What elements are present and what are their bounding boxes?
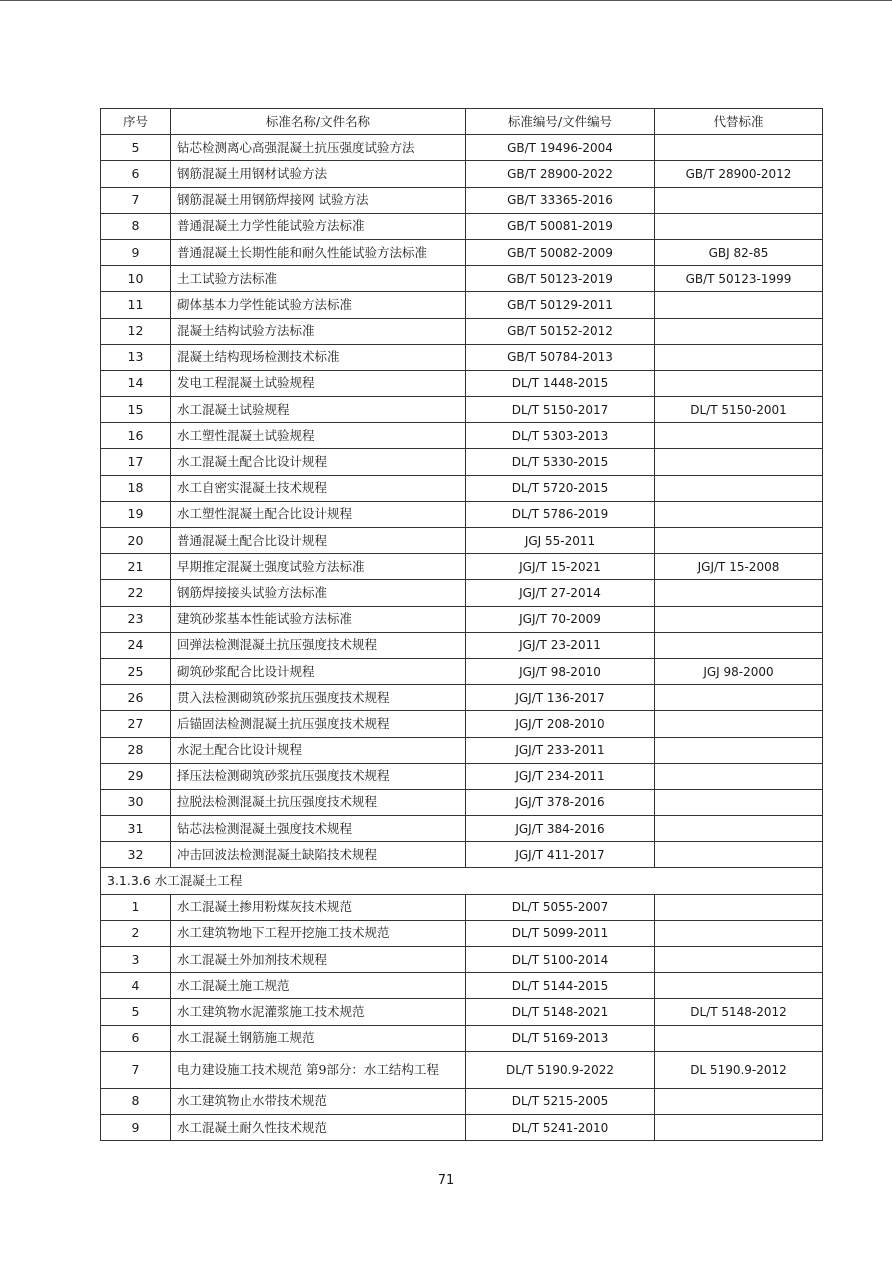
standard-name: 水工塑性混凝土试验规程 bbox=[171, 423, 466, 449]
standard-name: 水工建筑物止水带技术规范 bbox=[171, 1088, 466, 1114]
standard-code: JGJ/T 15-2021 bbox=[466, 554, 655, 580]
standard-code: DL/T 5169-2013 bbox=[466, 1025, 655, 1051]
standard-name: 贯入法检测砌筑砂浆抗压强度技术规程 bbox=[171, 685, 466, 711]
row-number: 8 bbox=[101, 1088, 171, 1114]
standard-code: JGJ/T 233-2011 bbox=[466, 737, 655, 763]
standard-name: 冲击回波法检测混凝土缺陷技术规程 bbox=[171, 842, 466, 868]
replaced-standard bbox=[655, 842, 823, 868]
replaced-standard bbox=[655, 580, 823, 606]
standard-code: GB/T 50784-2013 bbox=[466, 344, 655, 370]
table-body bbox=[101, 135, 823, 868]
replaced-standard bbox=[655, 711, 823, 737]
table-row bbox=[101, 554, 823, 580]
standard-name: 水工塑性混凝土配合比设计规程 bbox=[171, 501, 466, 527]
replaced-standard bbox=[655, 816, 823, 842]
standard-code: JGJ/T 411-2017 bbox=[466, 842, 655, 868]
row-number: 26 bbox=[101, 685, 171, 711]
row-number: 18 bbox=[101, 475, 171, 501]
row-number: 13 bbox=[101, 344, 171, 370]
table-row bbox=[101, 816, 823, 842]
table-row bbox=[101, 894, 823, 920]
table-row bbox=[101, 1025, 823, 1051]
replaced-standard bbox=[655, 947, 823, 973]
standard-name: 砌体基本力学性能试验方法标准 bbox=[171, 292, 466, 318]
table-row bbox=[101, 161, 823, 187]
standard-code: GB/T 50123-2019 bbox=[466, 266, 655, 292]
standard-code: DL/T 5100-2014 bbox=[466, 947, 655, 973]
row-number: 17 bbox=[101, 449, 171, 475]
row-number: 23 bbox=[101, 606, 171, 632]
standard-name: 水工混凝土耐久性技术规范 bbox=[171, 1114, 466, 1140]
table-header-row bbox=[101, 109, 823, 135]
standard-name: 钢筋焊接接头试验方法标准 bbox=[171, 580, 466, 606]
standard-name: 水泥土配合比设计规程 bbox=[171, 737, 466, 763]
replaced-standard bbox=[655, 685, 823, 711]
row-number: 6 bbox=[101, 161, 171, 187]
standard-name: 混凝土结构现场检测技术标准 bbox=[171, 344, 466, 370]
table-row bbox=[101, 763, 823, 789]
row-number: 8 bbox=[101, 213, 171, 239]
replaced-standard bbox=[655, 606, 823, 632]
standard-name: 普通混凝土力学性能试验方法标准 bbox=[171, 213, 466, 239]
table-row bbox=[101, 344, 823, 370]
standard-code: JGJ/T 208-2010 bbox=[466, 711, 655, 737]
standard-name: 砌筑砂浆配合比设计规程 bbox=[171, 658, 466, 684]
standard-code: DL/T 5720-2015 bbox=[466, 475, 655, 501]
table-row bbox=[101, 789, 823, 815]
section-table-body bbox=[101, 894, 823, 1141]
standard-name: 混凝土结构试验方法标准 bbox=[171, 318, 466, 344]
row-number: 14 bbox=[101, 370, 171, 396]
standard-name: 钢筋混凝土用钢筋焊接网 试验方法 bbox=[171, 187, 466, 213]
table-row bbox=[101, 501, 823, 527]
row-number: 1 bbox=[101, 894, 171, 920]
table-row bbox=[101, 370, 823, 396]
header-name: 标准名称/文件名称 bbox=[171, 109, 466, 135]
row-number: 20 bbox=[101, 528, 171, 554]
standards-table bbox=[100, 108, 823, 1141]
replaced-standard bbox=[655, 528, 823, 554]
standard-name: 水工混凝土施工规范 bbox=[171, 973, 466, 999]
table-row bbox=[101, 475, 823, 501]
row-number: 4 bbox=[101, 973, 171, 999]
table-row bbox=[101, 1114, 823, 1140]
row-number: 29 bbox=[101, 763, 171, 789]
row-number: 16 bbox=[101, 423, 171, 449]
replaced-standard bbox=[655, 632, 823, 658]
row-number: 5 bbox=[101, 999, 171, 1025]
standard-name: 钢筋混凝土用钢材试验方法 bbox=[171, 161, 466, 187]
replaced-standard: JGJ/T 15-2008 bbox=[655, 554, 823, 580]
replaced-standard bbox=[655, 292, 823, 318]
standard-name: 土工试验方法标准 bbox=[171, 266, 466, 292]
replaced-standard bbox=[655, 475, 823, 501]
table-row bbox=[101, 397, 823, 423]
table-row bbox=[101, 973, 823, 999]
standard-name: 早期推定混凝土强度试验方法标准 bbox=[171, 554, 466, 580]
table-row bbox=[101, 920, 823, 946]
replaced-standard bbox=[655, 1088, 823, 1114]
table-row bbox=[101, 737, 823, 763]
replaced-standard bbox=[655, 789, 823, 815]
standard-code: DL/T 5055-2007 bbox=[466, 894, 655, 920]
standard-name: 水工混凝土配合比设计规程 bbox=[171, 449, 466, 475]
table-row bbox=[101, 999, 823, 1025]
standard-name: 水工建筑物地下工程开挖施工技术规范 bbox=[171, 920, 466, 946]
table-row bbox=[101, 606, 823, 632]
standard-code: JGJ/T 384-2016 bbox=[466, 816, 655, 842]
table-row bbox=[101, 1051, 823, 1088]
standard-code: GB/T 50152-2012 bbox=[466, 318, 655, 344]
standard-name: 普通混凝土长期性能和耐久性能试验方法标准 bbox=[171, 239, 466, 265]
row-number: 32 bbox=[101, 842, 171, 868]
row-number: 9 bbox=[101, 239, 171, 265]
standard-name: 回弹法检测混凝土抗压强度技术规程 bbox=[171, 632, 466, 658]
replaced-standard: DL/T 5150-2001 bbox=[655, 397, 823, 423]
standard-name: 后锚固法检测混凝土抗压强度技术规程 bbox=[171, 711, 466, 737]
standard-code: DL/T 5099-2011 bbox=[466, 920, 655, 946]
replaced-standard: GB/T 28900-2012 bbox=[655, 161, 823, 187]
row-number: 3 bbox=[101, 947, 171, 973]
replaced-standard bbox=[655, 894, 823, 920]
standard-code: GB/T 50082-2009 bbox=[466, 239, 655, 265]
row-number: 9 bbox=[101, 1114, 171, 1140]
header-code: 标准编号/文件编号 bbox=[466, 109, 655, 135]
standard-code: JGJ/T 378-2016 bbox=[466, 789, 655, 815]
standard-name: 钻芯检测离心高强混凝土抗压强度试验方法 bbox=[171, 135, 466, 161]
standard-code: DL/T 5190.9-2022 bbox=[466, 1051, 655, 1088]
standard-code: JGJ/T 70-2009 bbox=[466, 606, 655, 632]
row-number: 11 bbox=[101, 292, 171, 318]
row-number: 31 bbox=[101, 816, 171, 842]
table-row bbox=[101, 685, 823, 711]
row-number: 7 bbox=[101, 1051, 171, 1088]
replaced-standard bbox=[655, 449, 823, 475]
standard-name: 电力建设施工技术规范 第9部分：水工结构工程 bbox=[171, 1051, 466, 1088]
replaced-standard bbox=[655, 344, 823, 370]
row-number: 2 bbox=[101, 920, 171, 946]
table-row bbox=[101, 292, 823, 318]
table-row bbox=[101, 632, 823, 658]
row-number: 25 bbox=[101, 658, 171, 684]
standard-code: DL/T 5148-2021 bbox=[466, 999, 655, 1025]
standard-code: DL/T 5786-2019 bbox=[466, 501, 655, 527]
standard-name: 发电工程混凝土试验规程 bbox=[171, 370, 466, 396]
replaced-standard bbox=[655, 423, 823, 449]
standard-code: GB/T 33365-2016 bbox=[466, 187, 655, 213]
replaced-standard: DL 5190.9-2012 bbox=[655, 1051, 823, 1088]
standard-code: GB/T 28900-2022 bbox=[466, 161, 655, 187]
replaced-standard bbox=[655, 135, 823, 161]
page-number: 71 bbox=[437, 1173, 455, 1188]
standard-name: 建筑砂浆基本性能试验方法标准 bbox=[171, 606, 466, 632]
table-row bbox=[101, 947, 823, 973]
replaced-standard: GBJ 82-85 bbox=[655, 239, 823, 265]
replaced-standard bbox=[655, 370, 823, 396]
header-replaces: 代替标准 bbox=[655, 109, 823, 135]
table-row bbox=[101, 658, 823, 684]
section-title: 3.1.3.6 水工混凝土工程 bbox=[101, 868, 823, 894]
table-row bbox=[101, 842, 823, 868]
table-row bbox=[101, 580, 823, 606]
replaced-standard bbox=[655, 1025, 823, 1051]
standard-name: 水工建筑物水泥灌浆施工技术规范 bbox=[171, 999, 466, 1025]
table-row bbox=[101, 213, 823, 239]
replaced-standard bbox=[655, 973, 823, 999]
table-row bbox=[101, 1088, 823, 1114]
row-number: 22 bbox=[101, 580, 171, 606]
table-row bbox=[101, 318, 823, 344]
standard-name: 水工混凝土试验规程 bbox=[171, 397, 466, 423]
standard-name: 钻芯法检测混凝土强度技术规程 bbox=[171, 816, 466, 842]
standard-name: 水工混凝土外加剂技术规程 bbox=[171, 947, 466, 973]
table-row bbox=[101, 449, 823, 475]
table-row bbox=[101, 239, 823, 265]
table-row bbox=[101, 711, 823, 737]
table-row bbox=[101, 266, 823, 292]
standard-code: JGJ/T 136-2017 bbox=[466, 685, 655, 711]
replaced-standard bbox=[655, 213, 823, 239]
standard-name: 拉脱法检测混凝土抗压强度技术规程 bbox=[171, 789, 466, 815]
standard-code: DL/T 5150-2017 bbox=[466, 397, 655, 423]
row-number: 19 bbox=[101, 501, 171, 527]
replaced-standard bbox=[655, 501, 823, 527]
replaced-standard bbox=[655, 763, 823, 789]
section-header bbox=[101, 868, 823, 894]
replaced-standard bbox=[655, 318, 823, 344]
row-number: 7 bbox=[101, 187, 171, 213]
standard-name: 普通混凝土配合比设计规程 bbox=[171, 528, 466, 554]
standard-code: DL/T 5215-2005 bbox=[466, 1088, 655, 1114]
row-number: 6 bbox=[101, 1025, 171, 1051]
replaced-standard: GB/T 50123-1999 bbox=[655, 266, 823, 292]
replaced-standard bbox=[655, 187, 823, 213]
standard-code: DL/T 5303-2013 bbox=[466, 423, 655, 449]
standard-code: JGJ/T 27-2014 bbox=[466, 580, 655, 606]
row-number: 28 bbox=[101, 737, 171, 763]
replaced-standard bbox=[655, 920, 823, 946]
standard-name: 水工混凝土掺用粉煤灰技术规范 bbox=[171, 894, 466, 920]
standard-name: 水工混凝土钢筋施工规范 bbox=[171, 1025, 466, 1051]
table-row bbox=[101, 135, 823, 161]
standard-code: JGJ/T 98-2010 bbox=[466, 658, 655, 684]
standard-code: DL/T 5330-2015 bbox=[466, 449, 655, 475]
standard-code: JGJ 55-2011 bbox=[466, 528, 655, 554]
page-top-edge bbox=[0, 0, 892, 1]
row-number: 12 bbox=[101, 318, 171, 344]
standard-code: JGJ/T 23-2011 bbox=[466, 632, 655, 658]
standard-code: DL/T 1448-2015 bbox=[466, 370, 655, 396]
row-number: 15 bbox=[101, 397, 171, 423]
row-number: 10 bbox=[101, 266, 171, 292]
table-row bbox=[101, 528, 823, 554]
standard-code: GB/T 50081-2019 bbox=[466, 213, 655, 239]
standard-code: JGJ/T 234-2011 bbox=[466, 763, 655, 789]
replaced-standard bbox=[655, 737, 823, 763]
replaced-standard: DL/T 5148-2012 bbox=[655, 999, 823, 1025]
table-row bbox=[101, 187, 823, 213]
row-number: 30 bbox=[101, 789, 171, 815]
header-no: 序号 bbox=[101, 109, 171, 135]
standard-code: DL/T 5144-2015 bbox=[466, 973, 655, 999]
table-row bbox=[101, 423, 823, 449]
standard-name: 择压法检测砌筑砂浆抗压强度技术规程 bbox=[171, 763, 466, 789]
row-number: 5 bbox=[101, 135, 171, 161]
standard-code: DL/T 5241-2010 bbox=[466, 1114, 655, 1140]
standard-name: 水工自密实混凝土技术规程 bbox=[171, 475, 466, 501]
replaced-standard bbox=[655, 1114, 823, 1140]
standard-code: GB/T 19496-2004 bbox=[466, 135, 655, 161]
row-number: 21 bbox=[101, 554, 171, 580]
row-number: 27 bbox=[101, 711, 171, 737]
row-number: 24 bbox=[101, 632, 171, 658]
replaced-standard: JGJ 98-2000 bbox=[655, 658, 823, 684]
standard-code: GB/T 50129-2011 bbox=[466, 292, 655, 318]
